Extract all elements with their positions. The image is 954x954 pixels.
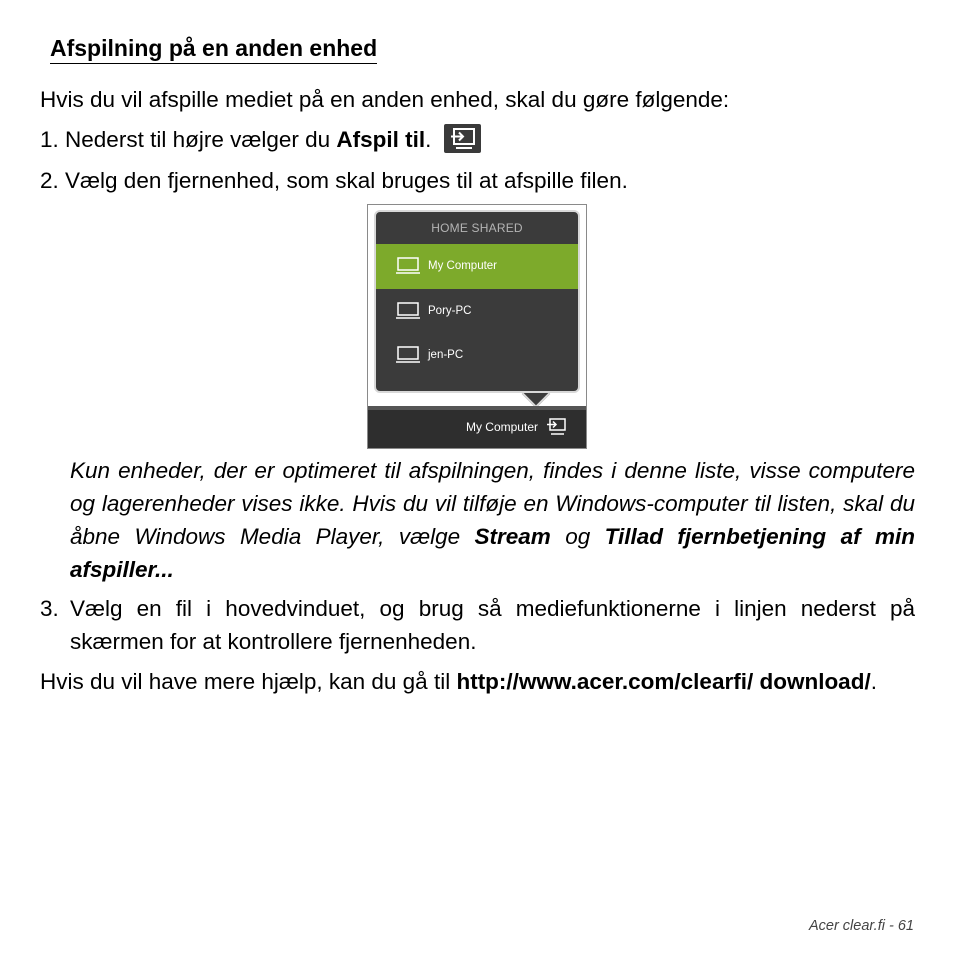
step-2 xyxy=(40,165,628,197)
step-suffix: . xyxy=(425,127,432,152)
step-3 xyxy=(40,592,915,658)
play-to-icon[interactable] xyxy=(546,418,566,439)
device-item-label: Pory-PC xyxy=(428,304,472,317)
player-bottom-bar xyxy=(368,406,586,448)
step-text: Vælg en fil i hovedvinduet, og brug så mediefunktionerne i linjen nederst på skærmen for at kontrollere fjernenheden. xyxy=(70,596,915,654)
step-number: 3. xyxy=(40,596,59,621)
help-paragraph xyxy=(40,665,915,698)
play-to-device-popup xyxy=(367,204,587,449)
step-text: Vælg den fjernenhed, som skal bruges til at afspille filen. xyxy=(65,168,628,193)
step-number: 1. xyxy=(40,127,59,152)
step-text: Nederst til højre vælger du xyxy=(65,127,337,152)
help-suffix: . xyxy=(870,669,877,694)
laptop-icon xyxy=(396,257,420,275)
device-item-my-computer[interactable] xyxy=(376,244,578,289)
device-item-label: jen-PC xyxy=(428,349,464,362)
laptop-icon xyxy=(396,302,420,320)
step-bold-term: Afspil til xyxy=(336,127,426,152)
note-text: Kun enheder, der er optimeret til afspilningen, findes i denne liste, visse computere og lagerenheder vises ikke. Hvis du vil tilføje en Windows-computer til listen, skal du åbne Windows Media Player, vælge xyxy=(70,458,915,549)
device-list-flyout xyxy=(374,210,580,393)
footer-label: Acer clear.fi - xyxy=(808,918,898,934)
play-to-icon xyxy=(444,124,481,153)
device-item-label: My Computer xyxy=(428,260,498,273)
intro-paragraph: Hvis du vil afspille mediet på en anden enhed, skal du gøre følgende: xyxy=(40,87,730,112)
section-heading: Afspilning på en anden enhed xyxy=(50,33,377,64)
page-number: 61 xyxy=(897,918,914,934)
step-1 xyxy=(40,124,481,156)
current-device-label: My Computer xyxy=(465,420,538,434)
bar-divider xyxy=(368,406,586,410)
device-item-jen-pc[interactable] xyxy=(376,333,578,378)
note-bold-stream: Stream xyxy=(474,524,551,549)
help-text: Hvis du vil have mere hjælp, kan du gå til xyxy=(40,669,457,694)
page-footer xyxy=(809,918,914,934)
step-number: 2. xyxy=(40,168,59,193)
note-mid: og xyxy=(550,524,605,549)
laptop-icon xyxy=(396,346,420,364)
note-bold-allow-remote: Tillad fjernbetjening af min afspiller... xyxy=(70,524,915,582)
help-link[interactable]: http://www.acer.com/clearfi/ download/ xyxy=(456,669,871,694)
device-group-header: HOME SHARED xyxy=(431,221,523,235)
note-paragraph xyxy=(70,454,915,586)
device-item-pory-pc[interactable] xyxy=(376,289,578,334)
